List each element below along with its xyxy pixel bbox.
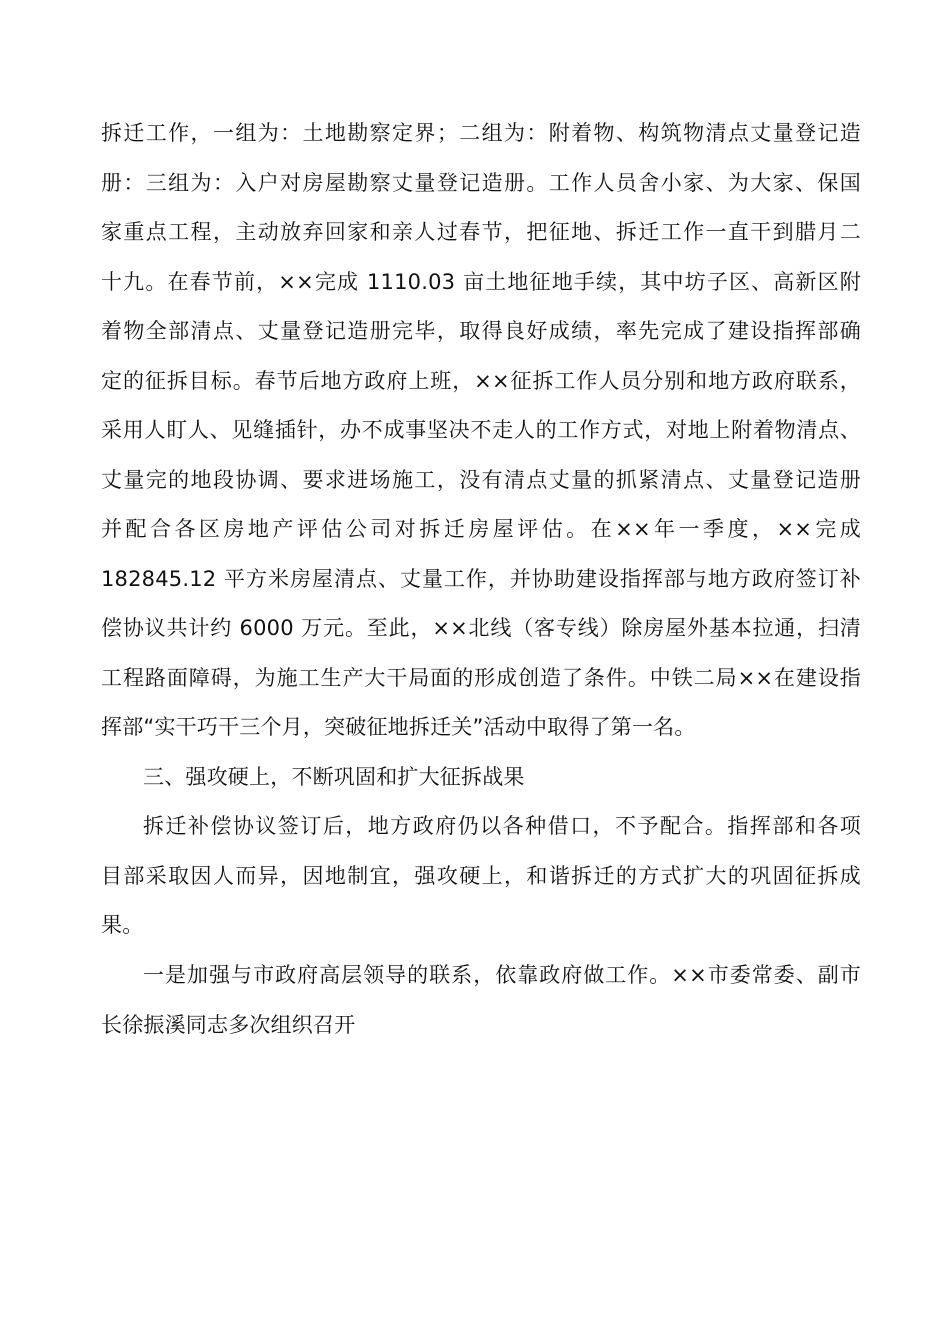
text-line-8: 丈量完的地段协调、要求进场施工，没有清点丈量的抓紧清点、丈量登记造册 xyxy=(101,468,861,492)
text-line-4: 十九。在春节前，××完成 1110.03 亩土地征地手续，其中坊子区、高新区附 xyxy=(101,270,861,294)
text-line-17: 果。 xyxy=(101,913,144,937)
section-heading: 三、强攻硬上，不断巩固和扩大征拆战果 xyxy=(143,765,525,789)
text-line-18: 一是加强与市政府高层领导的联系，依靠政府做工作。××市委常委、副市 xyxy=(143,963,861,987)
text-line-12: 工程路面障碍，为施工生产大干局面的形成创造了条件。中铁二局××在建设指 xyxy=(101,666,861,690)
text-line-10: 182845.12 平方米房屋清点、丈量工作，并协助建设指挥部与地方政府签订补 xyxy=(101,567,861,591)
text-line-1: 拆迁工作，一组为：土地勘察定界；二组为：附着物、构筑物清点丈量登记造 xyxy=(101,121,861,145)
text-line-11: 偿协议共计约 6000 万元。至此，××北线（客专线）除房屋外基本拉通，扫清 xyxy=(101,616,861,640)
text-line-7: 采用人盯人、见缝插针，办不成事坚决不走人的工作方式，对地上附着物清点、 xyxy=(101,418,861,442)
text-line-16: 目部采取因人而异，因地制宜，强攻硬上，和谐拆迁的方式扩大的巩固征拆成 xyxy=(101,864,861,888)
text-line-2: 册：三组为：入户对房屋勘察丈量登记造册。工作人员舍小家、为大家、保国 xyxy=(101,171,861,195)
text-line-9: 并配合各区房地产评估公司对拆迁房屋评估。在××年一季度，××完成 xyxy=(101,517,861,541)
text-line-15: 拆迁补偿协议签订后，地方政府仍以各种借口，不予配合。指挥部和各项 xyxy=(143,814,861,838)
text-line-13: 挥部“实干巧干三个月，突破征地拆迁关”活动中取得了第一名。 xyxy=(101,715,696,739)
text-line-19: 长徐振溪同志多次组织召开 xyxy=(101,1013,356,1037)
text-line-3: 家重点工程，主动放弃回家和亲人过春节，把征地、拆迁工作一直干到腊月二 xyxy=(101,220,861,244)
text-line-6: 定的征拆目标。春节后地方政府上班，××征拆工作人员分别和地方政府联系， xyxy=(101,369,861,393)
text-line-5: 着物全部清点、丈量登记造册完毕，取得良好成绩，率先完成了建设指挥部确 xyxy=(101,319,861,343)
